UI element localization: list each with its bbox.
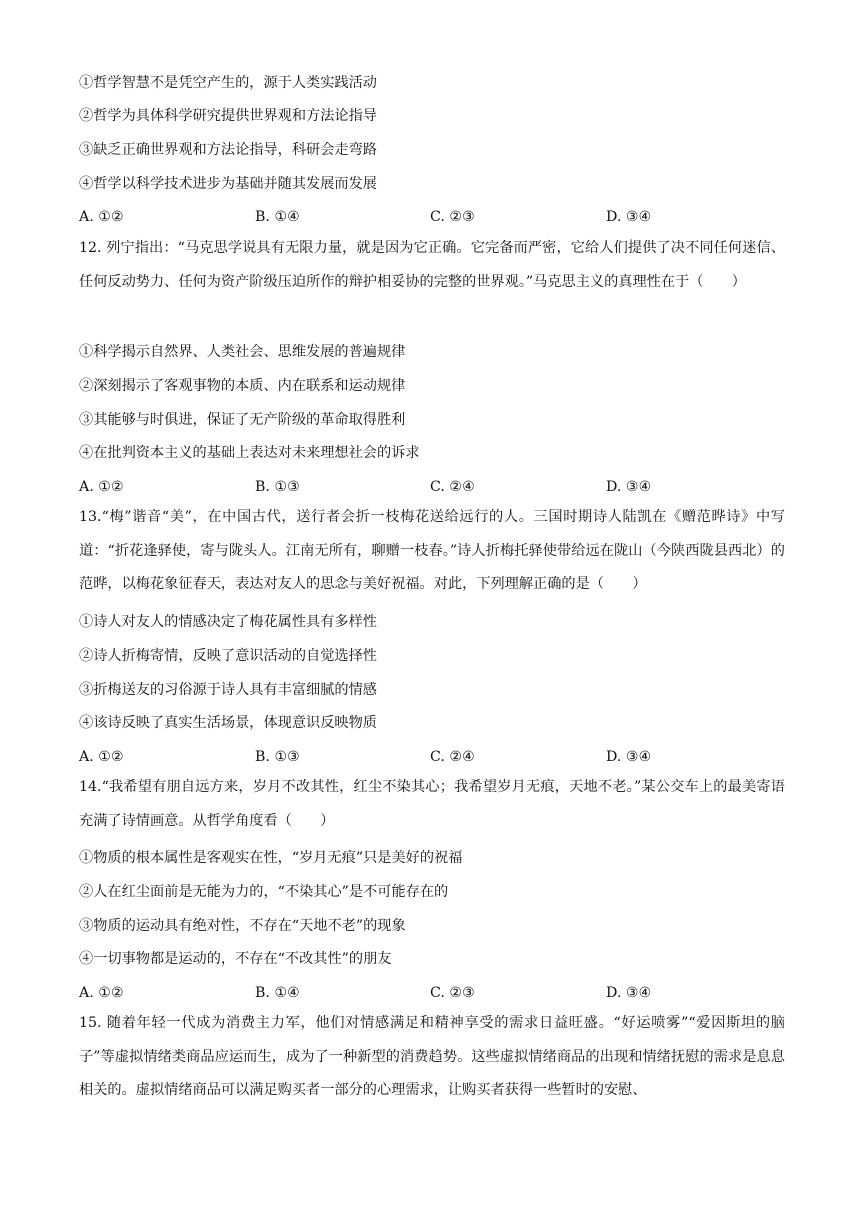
q11-statement-2: ②哲学为具体科学研究提供世界观和方法论指导 [79, 108, 377, 124]
q11-statement-1: ①哲学智慧不是凭空产生的，源于人类实践活动 [79, 75, 377, 91]
q13-statement-1: ①诗人对友人的情感决定了梅花属性具有多样性 [79, 614, 377, 630]
q14-statement-3: ③物质的运动具有绝对性，不存在“天地不老”的现象 [79, 918, 406, 934]
q12-stem: 12. 列宁指出：“马克思学说具有无限力量，就是因为它正确。它完备而严密，它给人们提供了决不同任何迷信、任何反动势力、任何为资产阶级压迫所作的辩护相妥协的完整的世界观。”马克思主义的真理性在于（ ） [79, 240, 785, 290]
q11-statement-3: ③缺乏正确世界观和方法论指导，科研会走弯路 [79, 142, 377, 158]
q11-option-b[interactable]: B. ①④ [255, 209, 300, 225]
q12-option-c[interactable]: C. ②④ [430, 479, 475, 495]
q14-option-c[interactable]: C. ②③ [430, 985, 475, 1001]
q11-option-d[interactable]: D. ③④ [606, 209, 652, 225]
q12-statement-2: ②深刻揭示了客观事物的本质、内在联系和运动规律 [79, 378, 406, 394]
q11-option-a[interactable]: A. ①② [79, 209, 124, 225]
q14-statement-1: ①物质的根本属性是客观实在性，“岁月无痕”只是美好的祝福 [79, 850, 463, 866]
q11-options [79, 207, 779, 227]
q13-options [79, 747, 779, 767]
q12-option-a[interactable]: A. ①② [79, 479, 124, 495]
q11-statement-4: ④哲学以科学技术进步为基础并随其发展而发展 [79, 176, 377, 192]
q12-statement-3: ③其能够与时俱进，保证了无产阶级的革命取得胜利 [79, 412, 406, 428]
q12-statement-1: ①科学揭示自然界、人类社会、思维发展的普遍规律 [79, 344, 406, 360]
q13-statement-2: ②诗人折梅寄情，反映了意识活动的自觉选择性 [79, 648, 377, 664]
q14-option-a[interactable]: A. ①② [79, 985, 124, 1001]
q14-statement-2: ②人在红尘面前是无能为力的，“不染其心”是不可能存在的 [79, 884, 449, 900]
q13-option-d[interactable]: D. ③④ [606, 749, 652, 765]
q14-option-d[interactable]: D. ③④ [606, 985, 652, 1001]
q12-statement-4: ④在批判资本主义的基础上表达对未来理想社会的诉求 [79, 445, 420, 461]
q13-statement-4: ④该诗反映了真实生活场景，体现意识反映物质 [79, 715, 377, 731]
q13-stem: 13.“梅”谐音“美”，在中国古代，送行者会折一枝梅花送给远行的人。三国时期诗人陆凯在《赠范晔诗》中写道：“折花逢驿使，寄与陇头人。江南无所有，聊赠一枝春。”诗人折梅托驿使带给远在陇山（今陕西陇县西北）的范晔，以梅花象征春天，表达对友人的思念与美好祝福。对此，下列理解正确的是（ ） [79, 509, 785, 593]
q12-option-d[interactable]: D. ③④ [606, 479, 652, 495]
q14-stem: 14.“我希望有朋自远方来，岁月不改其性，红尘不染其心；我希望岁月无痕，天地不老。”某公交车上的最美寄语充满了诗情画意。从哲学角度看（ ） [79, 779, 785, 829]
q13-option-c[interactable]: C. ②④ [430, 749, 475, 765]
q12-options [79, 477, 779, 497]
q13-option-a[interactable]: A. ①② [79, 749, 124, 765]
q14-option-b[interactable]: B. ①④ [255, 985, 300, 1001]
q13-statement-3: ③折梅送友的习俗源于诗人具有丰富细腻的情感 [79, 682, 377, 698]
q14-statement-4: ④一切事物都是运动的，不存在“不改其性”的朋友 [79, 951, 392, 967]
q13-option-b[interactable]: B. ①③ [255, 749, 300, 765]
q14-options [79, 983, 779, 1003]
q12-option-b[interactable]: B. ①③ [255, 479, 300, 495]
q15-stem: 15. 随着年轻一代成为消费主力军，他们对情感满足和精神享受的需求日益旺盛。“好运喷雾”“爱因斯坦的脑子”等虚拟情绪类商品应运而生，成为了一种新型的消费趋势。这些虚拟情绪商品的出现和情绪抚慰的需求是息息相关的。虚拟情绪商品可以满足购买者一部分的心理需求，让购买者获得一些暂时的安慰、 [79, 1015, 785, 1099]
q11-option-c[interactable]: C. ②③ [430, 209, 475, 225]
